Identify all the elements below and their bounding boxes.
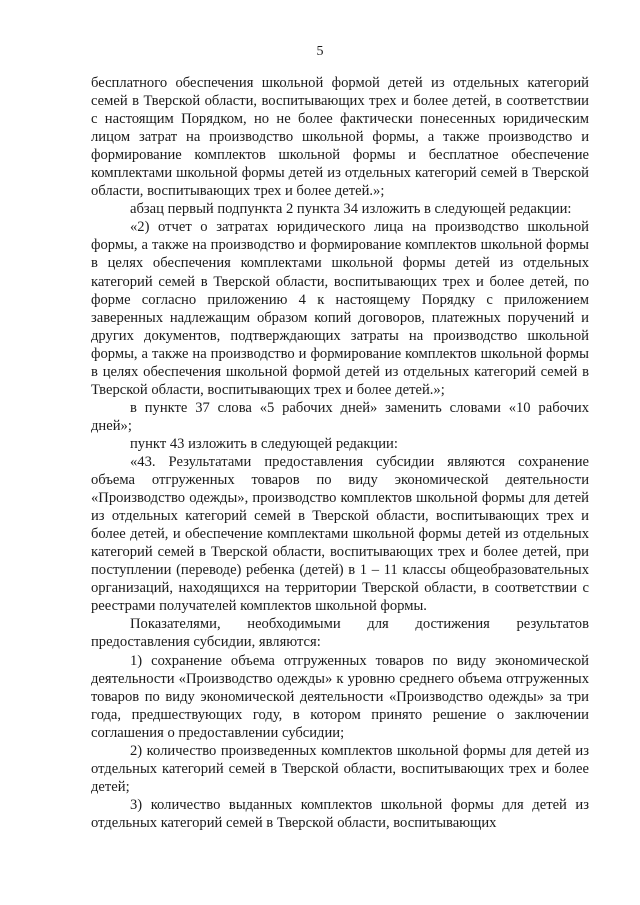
paragraph-continuation: бесплатного обеспечения школьной формой детей из отдельных категорий семей в Тверской области, воспитывающих трех и более детей, в соответствии с настоящим Порядком, но не более фактически понесенных юридическим лицом затрат на производство школьной формы, а также производство и формирование комплектов школьной формы и бесплатное обеспечение комплектами школьной формы детей из отдельных категорий семей в Тверской области, воспитывающих трех и более детей.»; <box>91 75 589 200</box>
paragraph-indicator-3: 3) количество выданных комплектов школьной формы для детей из отдельных категорий семей в Тверской области, воспитывающих <box>91 796 589 831</box>
paragraph-indicators: Показателями, необходимыми для достижения результатов предоставления субсидии, являются: <box>91 616 589 651</box>
paragraph-results-43: «43. Результатами предоставления субсидии являются сохранение объема отгруженных товаров по виду экономической деятельности «Производство одежды», производство комплектов школьной формы для детей из отдельных категорий семей в Тверской области, воспитывающих трех и более детей, и обеспечение комплектами школьной формы детей из отдельных категорий семей в Тверской области, воспитывающих трех и более детей, при поступлении (переводе) ребенка (детей) в 1 – 11 классы общеобразовательных организаций, находящихся на территории Тверской области, в соответствии с реестрами получателей комплектов школьной формы. <box>91 453 589 615</box>
paragraph-amendment-34: абзац первый подпункта 2 пункта 34 изложить в следующей редакции: <box>130 201 572 218</box>
paragraph-indicator-1: 1) сохранение объема отгруженных товаров по виду экономической деятельности «Производство одежды» к уровню среднего объема отгруженных товаров по виду экономической деятельности «Производство одежды» за три года, предшествующих году, в котором принято решение о заключении соглашения о предоставлении субсидии; <box>91 652 589 741</box>
paragraph-amendment-37: в пункте 37 слова «5 рабочих дней» заменить словами «10 рабочих дней»; <box>91 399 589 434</box>
paragraph-report-item-2: «2) отчет о затратах юридического лица на производство школьной формы, а также на производство и формирование комплектов школьной формы в целях обеспечения комплектами школьной формы детей из отдельных категорий семей в Тверской области, воспитывающих трех и более детей, по форме согласно приложению 4 к настоящему Порядку с приложением заверенных надлежащим образом копий договоров, платежных поручений и других документов, подтверждающих затраты на производство школьной формы, а также на производство и формирование комплектов школьной формы в целях обеспечения школьной формой детей из отдельных категорий семей в Тверской области, воспитывающих трех и более детей.»; <box>91 219 589 398</box>
document-body <box>91 74 589 832</box>
paragraph-amendment-43: пункт 43 изложить в следующей редакции: <box>130 435 398 452</box>
page-number: 5 <box>316 44 324 59</box>
paragraph-indicator-2: 2) количество произведенных комплектов школьной формы для детей из отдельных категорий семей в Тверской области, воспитывающих трех и более детей; <box>91 742 589 795</box>
